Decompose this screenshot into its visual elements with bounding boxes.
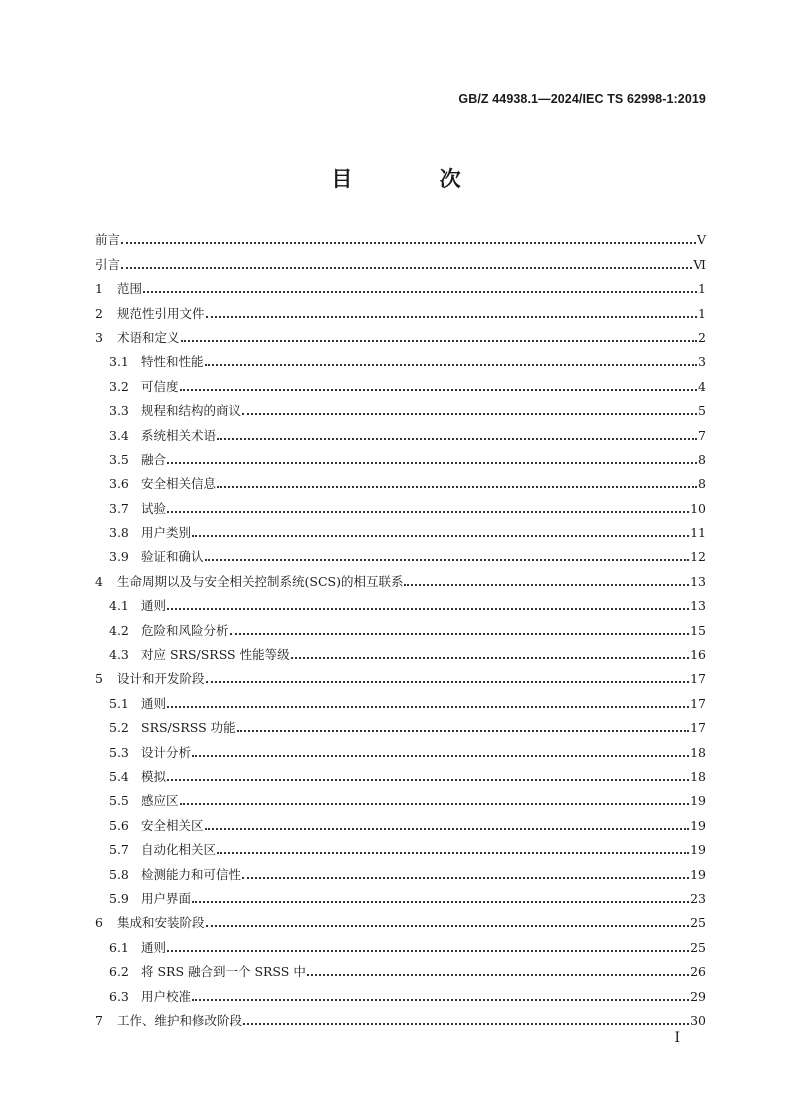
toc-entry[interactable] xyxy=(95,958,706,982)
toc-entry[interactable] xyxy=(95,299,706,323)
toc-entry[interactable] xyxy=(95,446,706,470)
toc-entry-page: 1 xyxy=(698,305,706,321)
toc-entry-label: 集成和安装阶段 xyxy=(117,915,205,931)
toc-entry[interactable] xyxy=(95,250,706,274)
toc-entry[interactable] xyxy=(95,811,706,835)
toc-entry[interactable] xyxy=(95,592,706,616)
toc-entry-page: 13 xyxy=(690,598,706,614)
toc-entry[interactable] xyxy=(95,1007,706,1031)
toc-entry[interactable] xyxy=(95,348,706,372)
toc-entry-label: 通则 xyxy=(141,695,167,711)
toc-leader-dots xyxy=(167,950,689,952)
toc-entry[interactable] xyxy=(95,275,706,299)
toc-entry-label: 可信度 xyxy=(141,378,179,394)
toc-leader-dots xyxy=(291,657,690,659)
toc-entry-page: 1 xyxy=(698,281,706,297)
toc-entry[interactable] xyxy=(95,567,706,591)
toc-entry-page: 29 xyxy=(690,988,706,1004)
toc-entry-label: 危险和风险分析 xyxy=(141,622,229,638)
toc-entry-label: 通则 xyxy=(141,598,167,614)
toc-entry[interactable] xyxy=(95,909,706,933)
toc-leader-dots xyxy=(205,828,690,830)
toc-entry-page: 4 xyxy=(698,378,706,394)
toc-entry[interactable] xyxy=(95,738,706,762)
toc-entry[interactable] xyxy=(95,543,706,567)
toc-entry-page: 3 xyxy=(698,354,706,370)
toc-entry-page: 25 xyxy=(690,939,706,955)
toc-leader-dots xyxy=(243,1023,689,1025)
toc-entry[interactable] xyxy=(95,616,706,640)
toc-leader-dots xyxy=(192,901,689,903)
toc-entry-number: 3.1 xyxy=(109,354,129,370)
toc-entry[interactable] xyxy=(95,665,706,689)
toc-entry[interactable] xyxy=(95,421,706,445)
toc-entry-page: 13 xyxy=(690,573,706,589)
toc-leader-dots xyxy=(206,925,690,927)
toc-entry-label: 规程和结构的商议 xyxy=(141,403,242,419)
toc-entry-number: 3.4 xyxy=(109,427,129,443)
toc-entry[interactable] xyxy=(95,885,706,909)
toc-leader-dots xyxy=(206,316,698,318)
toc-entry-label: 术语和定义 xyxy=(117,329,180,345)
toc-entry[interactable] xyxy=(95,519,706,543)
toc-entry-number: 5.4 xyxy=(109,768,129,784)
toc-entry-label: 检测能力和可信性 xyxy=(141,866,242,882)
toc-entry-label: 系统相关术语 xyxy=(141,427,217,443)
toc-entry-page: 25 xyxy=(690,915,706,931)
toc-entry-number: 6.3 xyxy=(109,988,129,1004)
toc-leader-dots xyxy=(237,730,689,732)
toc-entry[interactable] xyxy=(95,933,706,957)
toc-entry-label: 模拟 xyxy=(141,768,167,784)
toc-entry-page: 19 xyxy=(690,793,706,809)
toc-entry[interactable] xyxy=(95,787,706,811)
toc-leader-dots xyxy=(307,974,689,976)
toc-entry-number: 3.2 xyxy=(109,378,129,394)
toc-leader-dots xyxy=(404,584,689,586)
toc-entry-page: 19 xyxy=(690,866,706,882)
toc-entry-number: 7 xyxy=(95,1012,103,1028)
toc-entry-page: 5 xyxy=(698,403,706,419)
toc-entry-label: 自动化相关区 xyxy=(141,842,217,858)
toc-entry-page: 16 xyxy=(690,647,706,663)
toc-entry-page: 30 xyxy=(690,1012,706,1028)
toc-entry-label: 工作、维护和修改阶段 xyxy=(117,1012,243,1028)
toc-entry-number: 6.1 xyxy=(109,939,129,955)
toc-leader-dots xyxy=(167,706,689,708)
toc-entry-label: 用户界面 xyxy=(141,890,192,906)
toc-entry-page: 18 xyxy=(690,744,706,760)
toc-leader-dots xyxy=(192,755,689,757)
toc-entry-number: 5.5 xyxy=(109,793,129,809)
toc-leader-dots xyxy=(180,389,698,391)
toc-leader-dots xyxy=(205,559,690,561)
toc-leader-dots xyxy=(181,340,698,342)
toc-entry-label: 融合 xyxy=(141,451,167,467)
standard-code-header: GB/Z 44938.1—2024/IEC TS 62998-1:2019 xyxy=(458,92,706,106)
toc-entry-page: 10 xyxy=(690,500,706,516)
toc-entry[interactable] xyxy=(95,836,706,860)
toc-entry-label: SRS/SRSS 功能 xyxy=(141,720,236,736)
toc-entry-label: 用户类别 xyxy=(141,525,192,541)
toc-entry[interactable] xyxy=(95,372,706,396)
toc-leader-dots xyxy=(242,877,689,879)
toc-entry[interactable] xyxy=(95,982,706,1006)
toc-leader-dots xyxy=(206,681,690,683)
toc-leader-dots xyxy=(167,779,689,781)
toc-entry-number: 3 xyxy=(95,329,103,345)
toc-entry-number: 3.9 xyxy=(109,549,129,565)
toc-leader-dots xyxy=(180,803,690,805)
toc-entry-number: 3.8 xyxy=(109,525,129,541)
toc-entry[interactable] xyxy=(95,226,706,250)
toc-entry-label: 设计和开发阶段 xyxy=(117,671,205,687)
toc-entry-page: 23 xyxy=(690,890,706,906)
page-number: Ⅰ xyxy=(674,1030,680,1046)
toc-entry-number: 1 xyxy=(95,281,103,297)
table-of-contents xyxy=(95,226,706,1031)
toc-entry-number: 5.6 xyxy=(109,817,129,833)
toc-entry-page: 11 xyxy=(690,525,706,541)
toc-entry[interactable] xyxy=(95,689,706,713)
toc-entry-number: 5.9 xyxy=(109,890,129,906)
toc-entry-page: 17 xyxy=(690,671,706,687)
toc-entry-number: 3.5 xyxy=(109,451,129,467)
toc-entry-page: 7 xyxy=(698,427,706,443)
toc-entry[interactable] xyxy=(95,641,706,665)
toc-entry-page: 17 xyxy=(690,695,706,711)
toc-entry[interactable] xyxy=(95,494,706,518)
toc-entry[interactable] xyxy=(95,470,706,494)
toc-leader-dots xyxy=(192,999,689,1001)
toc-entry-page: 15 xyxy=(690,622,706,638)
toc-entry-label: 将 SRS 融合到一个 SRSS 中 xyxy=(141,964,306,980)
toc-entry-page: 17 xyxy=(690,720,706,736)
toc-leader-dots xyxy=(217,438,697,440)
toc-entry[interactable] xyxy=(95,763,706,787)
toc-entry-number: 3.3 xyxy=(109,403,129,419)
toc-entry-number: 5.3 xyxy=(109,744,129,760)
toc-entry-number: 6.2 xyxy=(109,964,129,980)
toc-entry-number: 5 xyxy=(95,671,103,687)
toc-entry-number: 4.3 xyxy=(109,647,129,663)
toc-leader-dots xyxy=(242,413,697,415)
toc-entry-page: 19 xyxy=(690,842,706,858)
toc-entry-number: 5.7 xyxy=(109,842,129,858)
toc-entry-label: 范围 xyxy=(117,281,143,297)
toc-entry-label: 引言 xyxy=(95,256,121,272)
toc-entry-label: 设计分析 xyxy=(141,744,192,760)
toc-entry-number: 3.6 xyxy=(109,476,129,492)
toc-entry-label: 用户校准 xyxy=(141,988,192,1004)
toc-entry-page: 8 xyxy=(698,476,706,492)
toc-entry-page: 12 xyxy=(690,549,706,565)
toc-entry-number: 4.1 xyxy=(109,598,129,614)
toc-leader-dots xyxy=(167,462,697,464)
toc-entry-page: 8 xyxy=(698,451,706,467)
toc-entry-label: 规范性引用文件 xyxy=(117,305,205,321)
toc-entry-page: 2 xyxy=(698,329,706,345)
toc-entry-label: 安全相关区 xyxy=(141,817,204,833)
toc-entry-number: 2 xyxy=(95,305,103,321)
toc-leader-dots xyxy=(167,608,689,610)
toc-entry-page: 18 xyxy=(690,768,706,784)
toc-entry-label: 通则 xyxy=(141,939,167,955)
toc-entry-label: 对应 SRS/SRSS 性能等级 xyxy=(141,647,290,663)
toc-leader-dots xyxy=(143,291,697,293)
toc-entry-number: 4 xyxy=(95,573,103,589)
toc-entry-page: Ⅵ xyxy=(693,256,706,272)
toc-entry[interactable] xyxy=(95,397,706,421)
toc-entry-label: 生命周期以及与安全相关控制系统(SCS)的相互联系 xyxy=(117,573,404,589)
toc-leader-dots xyxy=(121,242,696,244)
toc-leader-dots xyxy=(121,267,692,269)
page-title: 目 次 xyxy=(331,166,501,191)
toc-entry-number: 5.1 xyxy=(109,695,129,711)
toc-entry-page: 26 xyxy=(690,964,706,980)
toc-entry-number: 6 xyxy=(95,915,103,931)
toc-leader-dots xyxy=(205,364,698,366)
toc-leader-dots xyxy=(217,852,689,854)
toc-entry-number: 5.8 xyxy=(109,866,129,882)
toc-entry-label: 特性和性能 xyxy=(141,354,204,370)
toc-entry-label: 试验 xyxy=(141,500,167,516)
toc-entry-page: 19 xyxy=(690,817,706,833)
toc-entry[interactable] xyxy=(95,860,706,884)
toc-leader-dots xyxy=(192,535,689,537)
toc-entry-label: 安全相关信息 xyxy=(141,476,217,492)
toc-leader-dots xyxy=(167,511,689,513)
toc-entry-label: 验证和确认 xyxy=(141,549,204,565)
toc-entry[interactable] xyxy=(95,714,706,738)
toc-entry-number: 4.2 xyxy=(109,622,129,638)
toc-leader-dots xyxy=(217,486,697,488)
toc-entry-page: Ⅴ xyxy=(696,232,706,248)
toc-entry-label: 感应区 xyxy=(141,793,179,809)
toc-entry[interactable] xyxy=(95,324,706,348)
toc-leader-dots xyxy=(230,633,690,635)
toc-entry-number: 3.7 xyxy=(109,500,129,516)
toc-entry-label: 前言 xyxy=(95,232,121,248)
toc-entry-number: 5.2 xyxy=(109,720,129,736)
